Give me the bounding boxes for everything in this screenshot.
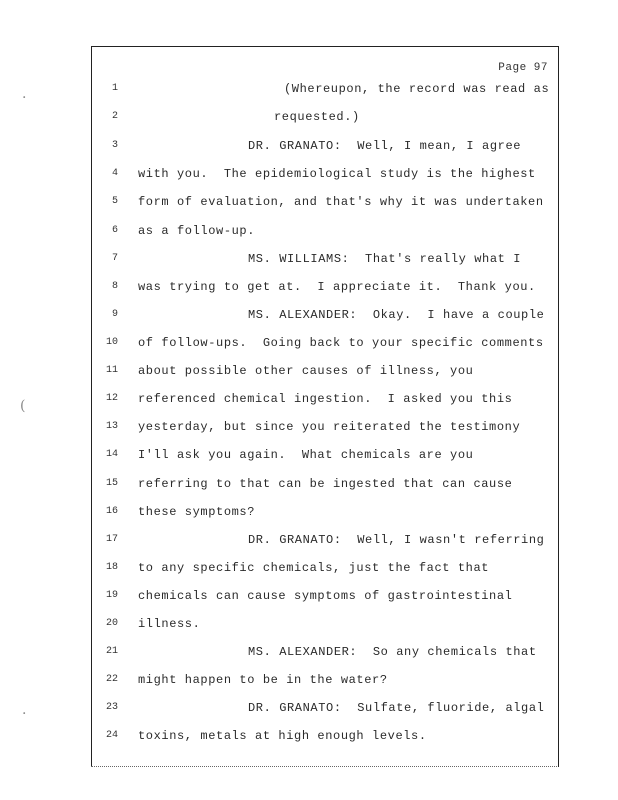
line-number: 21 bbox=[105, 646, 118, 657]
transcript-line bbox=[0, 533, 618, 553]
transcript-line bbox=[0, 645, 618, 665]
transcript-line bbox=[0, 420, 618, 440]
line-text: yesterday, but since you reiterated the testimony bbox=[138, 420, 521, 434]
transcript-line bbox=[0, 589, 618, 609]
margin-tick-mark: · bbox=[22, 90, 27, 106]
line-text: chemicals can cause symptoms of gastrointestinal bbox=[138, 589, 513, 603]
line-number: 20 bbox=[105, 618, 118, 629]
line-text: DR. GRANATO: Sulfate, fluoride, algal bbox=[248, 701, 545, 715]
line-text: with you. The epidemiological study is the highest bbox=[138, 167, 536, 181]
line-text: of follow-ups. Going back to your specific comments bbox=[138, 336, 544, 350]
line-text: about possible other causes of illness, you bbox=[138, 364, 474, 378]
line-text: was trying to get at. I appreciate it. Thank you. bbox=[138, 280, 536, 294]
line-text: MS. ALEXANDER: So any chemicals that bbox=[248, 645, 537, 659]
line-text: form of evaluation, and that's why it was undertaken bbox=[138, 195, 544, 209]
transcript-line bbox=[0, 617, 618, 637]
page-number: Page 97 bbox=[498, 62, 548, 74]
line-number: 3 bbox=[111, 140, 118, 151]
line-number: 2 bbox=[111, 111, 118, 122]
transcript-line bbox=[0, 448, 618, 468]
line-text: DR. GRANATO: Well, I wasn't referring bbox=[248, 533, 545, 547]
transcript-line bbox=[0, 167, 618, 187]
line-text: I'll ask you again. What chemicals are you bbox=[138, 448, 474, 462]
line-text: might happen to be in the water? bbox=[138, 673, 388, 687]
margin-bracket-mark: ( bbox=[20, 398, 26, 414]
transcript-line bbox=[0, 561, 618, 581]
transcript-line bbox=[0, 701, 618, 721]
line-number: 4 bbox=[111, 168, 118, 179]
line-text: referring to that can be ingested that can cause bbox=[138, 477, 513, 491]
line-number: 22 bbox=[105, 674, 118, 685]
transcript-line bbox=[0, 673, 618, 693]
line-number: 23 bbox=[105, 702, 118, 713]
line-number: 11 bbox=[105, 365, 118, 376]
line-number: 12 bbox=[105, 393, 118, 404]
line-text: referenced chemical ingestion. I asked you this bbox=[138, 392, 513, 406]
transcript-line bbox=[0, 336, 618, 356]
line-text: MS. ALEXANDER: Okay. I have a couple bbox=[248, 308, 545, 322]
line-number: 9 bbox=[111, 309, 118, 320]
line-number: 8 bbox=[111, 281, 118, 292]
line-number: 24 bbox=[105, 730, 118, 741]
transcript-line bbox=[0, 252, 618, 272]
page-bottom-rule bbox=[91, 766, 557, 767]
transcript-line bbox=[0, 110, 618, 130]
transcript-line bbox=[0, 392, 618, 412]
line-number: 16 bbox=[105, 506, 118, 517]
line-text: illness. bbox=[138, 617, 201, 631]
transcript-line bbox=[0, 224, 618, 244]
line-text: requested.) bbox=[274, 110, 360, 124]
line-text: these symptoms? bbox=[138, 505, 256, 519]
line-number: 18 bbox=[105, 562, 118, 573]
transcript-line bbox=[0, 729, 618, 749]
line-number: 17 bbox=[105, 534, 118, 545]
transcript-line bbox=[0, 308, 618, 328]
transcript-line bbox=[0, 139, 618, 159]
line-number: 19 bbox=[105, 590, 118, 601]
transcript-line bbox=[0, 280, 618, 300]
line-number: 6 bbox=[111, 225, 118, 236]
margin-tick-mark: · bbox=[22, 706, 27, 722]
line-number: 10 bbox=[105, 337, 118, 348]
line-number: 7 bbox=[111, 253, 118, 264]
line-number: 1 bbox=[111, 83, 118, 94]
transcript-line bbox=[0, 505, 618, 525]
line-number: 14 bbox=[105, 449, 118, 460]
transcript-line bbox=[0, 82, 618, 102]
line-text: MS. WILLIAMS: That's really what I bbox=[248, 252, 522, 266]
line-text: DR. GRANATO: Well, I mean, I agree bbox=[248, 139, 522, 153]
transcript-line bbox=[0, 364, 618, 384]
line-text: as a follow-up. bbox=[138, 224, 256, 238]
transcript-line bbox=[0, 195, 618, 215]
transcript-line bbox=[0, 477, 618, 497]
line-text: to any specific chemicals, just the fact that bbox=[138, 561, 490, 575]
line-text: toxins, metals at high enough levels. bbox=[138, 729, 427, 743]
line-text: (Whereupon, the record was read as bbox=[284, 82, 550, 96]
line-number: 5 bbox=[111, 196, 118, 207]
line-number: 15 bbox=[105, 478, 118, 489]
line-number: 13 bbox=[105, 421, 118, 432]
